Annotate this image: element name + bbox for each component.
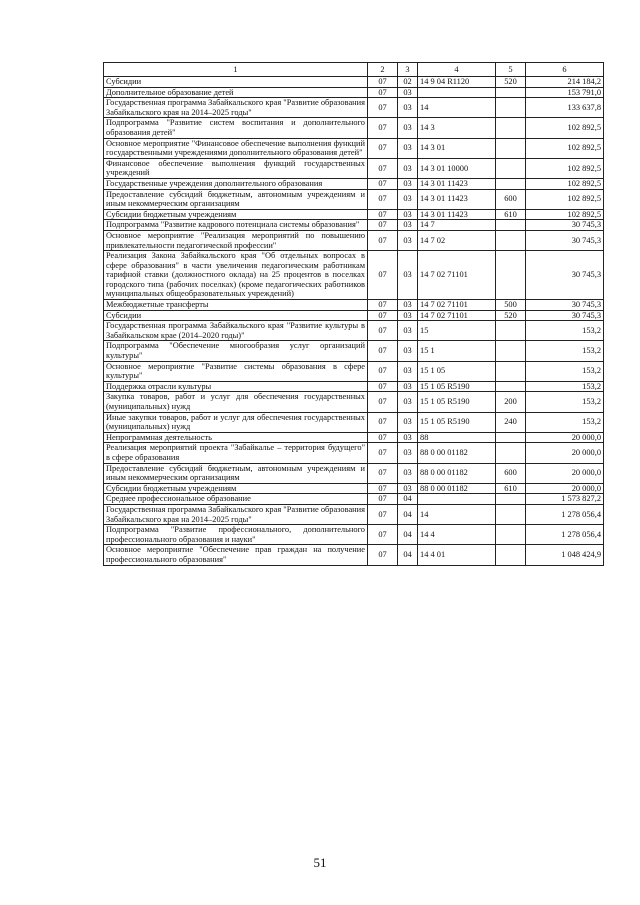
subsection-code-cell: 03 <box>398 381 418 392</box>
target-code-cell: 14 3 01 11423 <box>418 209 496 220</box>
amount-cell: 102 892,5 <box>526 118 604 138</box>
target-code-cell: 14 7 02 <box>418 230 496 250</box>
amount-cell: 214 184,2 <box>526 77 604 88</box>
section-code-cell: 07 <box>368 545 398 565</box>
section-code-cell: 07 <box>368 463 398 483</box>
target-code-cell: 14 9 04 R1120 <box>418 77 496 88</box>
row-name-cell: Предоставление субсидий бюджетным, автономным учреждениям и иным некоммерческим организациям <box>104 189 368 209</box>
target-code-cell: 14 3 01 11423 <box>418 189 496 209</box>
amount-cell: 153,2 <box>526 381 604 392</box>
section-code-cell: 07 <box>368 77 398 88</box>
target-code-cell: 15 1 05 R5190 <box>418 412 496 432</box>
section-code-cell: 07 <box>368 392 398 412</box>
section-code-cell: 07 <box>368 87 398 98</box>
subsection-code-cell: 03 <box>398 209 418 220</box>
target-code-cell: 88 0 00 01182 <box>418 463 496 483</box>
row-name-cell: Основное мероприятие "Финансовое обеспечение выполнения функций государственными учреждениями дополнительного образования детей" <box>104 138 368 158</box>
table-row <box>104 545 604 565</box>
table-row <box>104 138 604 158</box>
subsection-code-cell: 03 <box>398 300 418 311</box>
section-code-cell: 07 <box>368 443 398 463</box>
table-row <box>104 251 604 300</box>
table-row <box>104 158 604 178</box>
table-row <box>104 77 604 88</box>
row-name-cell: Подпрограмма "Развитие профессионального, дополнительного профессионального образования и науки" <box>104 525 368 545</box>
subsection-code-cell: 03 <box>398 158 418 178</box>
budget-table <box>103 62 604 566</box>
target-code-cell: 14 4 01 <box>418 545 496 565</box>
section-code-cell: 07 <box>368 494 398 505</box>
subsection-code-cell: 03 <box>398 138 418 158</box>
expense-type-cell <box>496 443 526 463</box>
table-row <box>104 463 604 483</box>
row-name-cell: Субсидии бюджетным учреждениям <box>104 483 368 494</box>
amount-cell: 102 892,5 <box>526 158 604 178</box>
expense-type-cell: 610 <box>496 483 526 494</box>
expense-type-cell: 610 <box>496 209 526 220</box>
expense-type-cell <box>496 545 526 565</box>
row-name-cell: Закупка товаров, работ и услуг для обеспечения государственных (муниципальных) нужд <box>104 392 368 412</box>
expense-type-cell <box>496 138 526 158</box>
section-code-cell: 07 <box>368 483 398 494</box>
section-code-cell: 07 <box>368 525 398 545</box>
table-row <box>104 494 604 505</box>
section-code-cell: 07 <box>368 209 398 220</box>
expense-type-cell <box>496 158 526 178</box>
row-name-cell: Подпрограмма "Обеспечение многообразия услуг организаций культуры" <box>104 341 368 361</box>
amount-cell: 133 637,8 <box>526 98 604 118</box>
subsection-code-cell: 03 <box>398 432 418 443</box>
amount-cell: 20 000,0 <box>526 483 604 494</box>
row-name-cell: Подпрограмма "Развитие систем воспитания и дополнительного образования детей" <box>104 118 368 138</box>
table-row <box>104 504 604 524</box>
amount-cell: 102 892,5 <box>526 189 604 209</box>
target-code-cell: 88 0 00 01182 <box>418 443 496 463</box>
table-row <box>104 118 604 138</box>
target-code-cell <box>418 494 496 505</box>
table-row <box>104 412 604 432</box>
expense-type-cell: 500 <box>496 300 526 311</box>
table-row <box>104 525 604 545</box>
amount-cell: 30 745,3 <box>526 230 604 250</box>
amount-cell: 153,2 <box>526 412 604 432</box>
subsection-code-cell: 03 <box>398 443 418 463</box>
subsection-code-cell: 04 <box>398 545 418 565</box>
subsection-code-cell: 04 <box>398 494 418 505</box>
target-code-cell: 14 7 02 71101 <box>418 310 496 321</box>
amount-cell: 20 000,0 <box>526 443 604 463</box>
column-header: 4 <box>418 63 496 77</box>
target-code-cell <box>418 87 496 98</box>
expense-type-cell <box>496 220 526 231</box>
section-code-cell: 07 <box>368 361 398 381</box>
page-number: 51 <box>313 855 327 870</box>
expense-type-cell <box>496 381 526 392</box>
subsection-code-cell: 04 <box>398 525 418 545</box>
row-name-cell: Иные закупки товаров, работ и услуг для обеспечения государственных (муниципальных) нужд <box>104 412 368 432</box>
expense-type-cell <box>496 341 526 361</box>
expense-type-cell: 520 <box>496 310 526 321</box>
expense-type-cell <box>496 321 526 341</box>
amount-cell: 102 892,5 <box>526 209 604 220</box>
table-header-row <box>104 63 604 77</box>
amount-cell: 30 745,3 <box>526 310 604 321</box>
subsection-code-cell: 02 <box>398 77 418 88</box>
row-name-cell: Государственные учреждения дополнительного образования <box>104 178 368 189</box>
target-code-cell: 88 <box>418 432 496 443</box>
expense-type-cell <box>496 118 526 138</box>
section-code-cell: 07 <box>368 98 398 118</box>
row-name-cell: Межбюджетные трансферты <box>104 300 368 311</box>
target-code-cell: 15 1 05 R5190 <box>418 392 496 412</box>
row-name-cell: Среднее профессиональное образование <box>104 494 368 505</box>
expense-type-cell: 520 <box>496 77 526 88</box>
row-name-cell: Основное мероприятие "Развитие системы образования в сфере культуры" <box>104 361 368 381</box>
section-code-cell: 07 <box>368 178 398 189</box>
target-code-cell: 14 4 <box>418 525 496 545</box>
expense-type-cell <box>496 494 526 505</box>
table-row <box>104 230 604 250</box>
subsection-code-cell: 03 <box>398 341 418 361</box>
expense-type-cell <box>496 525 526 545</box>
section-code-cell: 07 <box>368 158 398 178</box>
table-row <box>104 392 604 412</box>
column-header: 2 <box>368 63 398 77</box>
section-code-cell: 07 <box>368 412 398 432</box>
expense-type-cell <box>496 98 526 118</box>
expense-type-cell <box>496 87 526 98</box>
row-name-cell: Субсидии <box>104 77 368 88</box>
section-code-cell: 07 <box>368 341 398 361</box>
table-body <box>104 77 604 566</box>
section-code-cell: 07 <box>368 432 398 443</box>
amount-cell: 102 892,5 <box>526 178 604 189</box>
section-code-cell: 07 <box>368 321 398 341</box>
row-name-cell: Предоставление субсидий бюджетным, автономным учреждениям и иным некоммерческим организациям <box>104 463 368 483</box>
row-name-cell: Реализация Закона Забайкальского края "Об отдельных вопросах в сфере образования" в части увеличения педагогическим работникам тарифной ставки (должностного оклада) на 25 процентов в поселках городского типа (рабочих поселках) (кроме педагогических работников муниципальных общеобразовательных учреждений) <box>104 251 368 300</box>
column-header: 1 <box>104 63 368 77</box>
target-code-cell: 15 1 05 <box>418 361 496 381</box>
section-code-cell: 07 <box>368 504 398 524</box>
table-row <box>104 432 604 443</box>
expense-type-cell: 600 <box>496 189 526 209</box>
table-row <box>104 220 604 231</box>
amount-cell: 1 278 056,4 <box>526 504 604 524</box>
amount-cell: 20 000,0 <box>526 463 604 483</box>
row-name-cell: Основное мероприятие "Реализация мероприятий по повышению привлекательности педагогической профессии" <box>104 230 368 250</box>
section-code-cell: 07 <box>368 300 398 311</box>
table-row <box>104 87 604 98</box>
amount-cell: 1 573 827,2 <box>526 494 604 505</box>
target-code-cell: 14 7 02 71101 <box>418 300 496 311</box>
subsection-code-cell: 03 <box>398 310 418 321</box>
table-row <box>104 300 604 311</box>
column-header: 3 <box>398 63 418 77</box>
amount-cell: 20 000,0 <box>526 432 604 443</box>
target-code-cell: 14 3 <box>418 118 496 138</box>
row-name-cell: Государственная программа Забайкальского края "Развитие образования Забайкальского края на 2014–2025 годы" <box>104 98 368 118</box>
table-row <box>104 178 604 189</box>
subsection-code-cell: 03 <box>398 483 418 494</box>
target-code-cell: 14 3 01 <box>418 138 496 158</box>
target-code-cell: 14 7 <box>418 220 496 231</box>
table-row <box>104 361 604 381</box>
target-code-cell: 14 7 02 71101 <box>418 251 496 300</box>
table-row <box>104 321 604 341</box>
row-name-cell: Субсидии <box>104 310 368 321</box>
expense-type-cell: 600 <box>496 463 526 483</box>
subsection-code-cell: 03 <box>398 87 418 98</box>
subsection-code-cell: 03 <box>398 118 418 138</box>
target-code-cell: 14 3 01 11423 <box>418 178 496 189</box>
amount-cell: 30 745,3 <box>526 251 604 300</box>
target-code-cell: 14 3 01 10000 <box>418 158 496 178</box>
row-name-cell: Поддержка отрасли культуры <box>104 381 368 392</box>
row-name-cell: Подпрограмма "Развитие кадрового потенциала системы образования" <box>104 220 368 231</box>
amount-cell: 1 048 424,9 <box>526 545 604 565</box>
table-row <box>104 98 604 118</box>
subsection-code-cell: 03 <box>398 251 418 300</box>
target-code-cell: 15 <box>418 321 496 341</box>
row-name-cell: Основное мероприятие "Обеспечение прав граждан на получение профессионального образования" <box>104 545 368 565</box>
expense-type-cell <box>496 178 526 189</box>
subsection-code-cell: 03 <box>398 98 418 118</box>
amount-cell: 102 892,5 <box>526 138 604 158</box>
table-row <box>104 341 604 361</box>
target-code-cell: 88 0 00 01182 <box>418 483 496 494</box>
amount-cell: 153 791,0 <box>526 87 604 98</box>
amount-cell: 153,2 <box>526 392 604 412</box>
expense-type-cell <box>496 251 526 300</box>
table-row <box>104 443 604 463</box>
row-name-cell: Финансовое обеспечение выполнения функций государственных учреждений <box>104 158 368 178</box>
expense-type-cell <box>496 504 526 524</box>
subsection-code-cell: 03 <box>398 321 418 341</box>
table-row <box>104 483 604 494</box>
target-code-cell: 14 <box>418 98 496 118</box>
row-name-cell: Субсидии бюджетным учреждениям <box>104 209 368 220</box>
amount-cell: 1 278 056,4 <box>526 525 604 545</box>
subsection-code-cell: 04 <box>398 504 418 524</box>
amount-cell: 30 745,3 <box>526 220 604 231</box>
amount-cell: 30 745,3 <box>526 300 604 311</box>
expense-type-cell <box>496 361 526 381</box>
subsection-code-cell: 03 <box>398 412 418 432</box>
section-code-cell: 07 <box>368 381 398 392</box>
column-header: 5 <box>496 63 526 77</box>
row-name-cell: Государственная программа Забайкальского края "Развитие образования Забайкальского края на 2014–2025 годы" <box>104 504 368 524</box>
target-code-cell: 15 1 05 R5190 <box>418 381 496 392</box>
amount-cell: 153,2 <box>526 341 604 361</box>
expense-type-cell <box>496 432 526 443</box>
section-code-cell: 07 <box>368 118 398 138</box>
row-name-cell: Дополнительное образование детей <box>104 87 368 98</box>
subsection-code-cell: 03 <box>398 361 418 381</box>
subsection-code-cell: 03 <box>398 178 418 189</box>
subsection-code-cell: 03 <box>398 230 418 250</box>
section-code-cell: 07 <box>368 220 398 231</box>
column-header: 6 <box>526 63 604 77</box>
target-code-cell: 15 1 <box>418 341 496 361</box>
expense-type-cell <box>496 230 526 250</box>
section-code-cell: 07 <box>368 230 398 250</box>
subsection-code-cell: 03 <box>398 189 418 209</box>
row-name-cell: Государственная программа Забайкальского края "Развитие культуры в Забайкальском крае (2014–2020 годы)" <box>104 321 368 341</box>
amount-cell: 153,2 <box>526 361 604 381</box>
subsection-code-cell: 03 <box>398 392 418 412</box>
section-code-cell: 07 <box>368 251 398 300</box>
section-code-cell: 07 <box>368 310 398 321</box>
row-name-cell: Реализация мероприятий проекта "Забайкалье – территория будущего" в сфере образования <box>104 443 368 463</box>
section-code-cell: 07 <box>368 189 398 209</box>
table-row <box>104 189 604 209</box>
section-code-cell: 07 <box>368 138 398 158</box>
table-row <box>104 310 604 321</box>
subsection-code-cell: 03 <box>398 220 418 231</box>
amount-cell: 153,2 <box>526 321 604 341</box>
subsection-code-cell: 03 <box>398 463 418 483</box>
expense-type-cell: 240 <box>496 412 526 432</box>
row-name-cell: Непрограммная деятельность <box>104 432 368 443</box>
expense-type-cell: 200 <box>496 392 526 412</box>
table-row <box>104 209 604 220</box>
table-row <box>104 381 604 392</box>
target-code-cell: 14 <box>418 504 496 524</box>
